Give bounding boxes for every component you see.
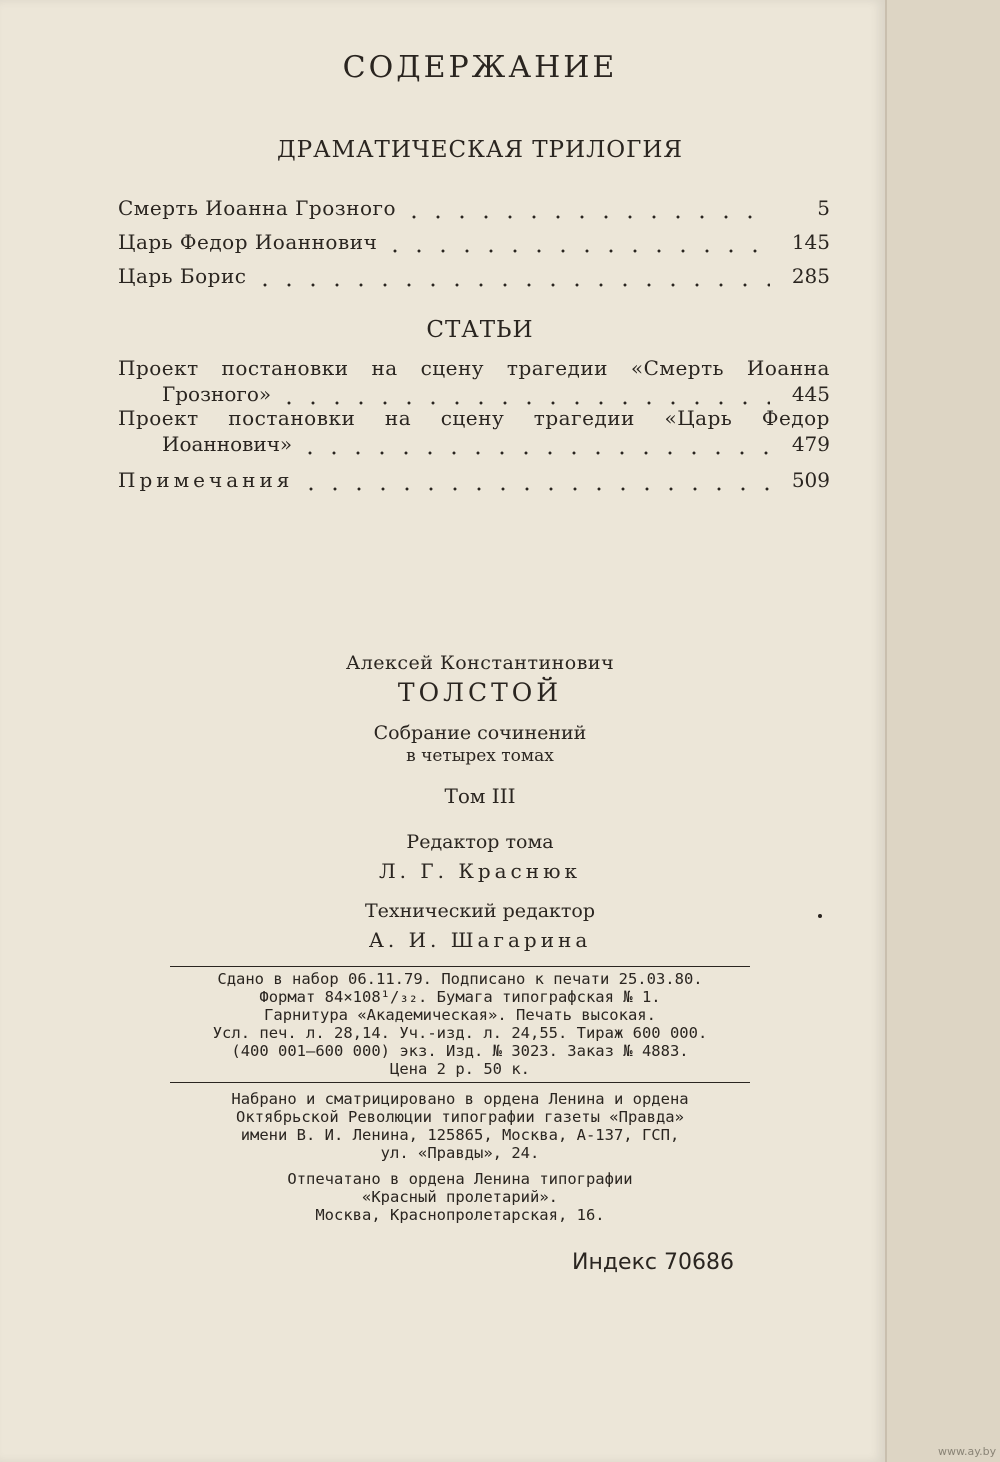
word: постановки [228,406,356,430]
toc-entry-page: 509 [791,468,830,492]
word: сцену [420,356,485,380]
leader-dots [277,386,770,406]
word: трагедии [533,406,635,430]
toc-entry-title: Смерть Иоанна Грозного [118,196,397,220]
leader-dots [383,234,770,254]
colophon-printer [170,1090,750,1224]
site-watermark: www.ay.by [938,1445,997,1458]
toc-entry-page: 445 [791,382,830,406]
word: на [371,356,398,380]
volume-label: Том III [444,784,516,808]
colophon-line: Отпечатано в ордена Ленина типографии [287,1170,633,1188]
adjacent-page-edge [885,0,1000,1462]
toc-entry [118,406,830,456]
toc-entry [118,356,830,406]
colophon-line: Сдано в набор 06.11.79. Подписано к печати 25.03.80. [217,970,703,988]
collection-subtitle: в четырех томах [406,746,554,766]
colophon-line: имени В. И. Ленина, 125865, Москва, А-137, ГСП, [240,1126,680,1144]
toc-entry-title: Примечания [118,468,294,492]
colophon-line: Усл. печ. л. 28,14. Уч.-изд. л. 24,55. Тираж 600 000. [212,1024,708,1042]
toc-entry [118,190,830,220]
toc-entry-title: Грозного» [162,382,272,406]
colophon-line: Октябрьской Революции типографии газеты «Правда» [236,1108,684,1126]
section-heading-articles: СТАТЬИ [426,317,534,343]
colophon-line: Москва, Краснопролетарская, 16. [315,1206,605,1224]
leader-dots [298,436,770,456]
dot-mark [818,914,822,918]
toc-entry-line1 [118,406,830,430]
spacer [170,1162,750,1170]
toc-entry [118,258,830,288]
toc-entry [118,224,830,254]
section-heading-trilogy: ДРАМАТИЧЕСКАЯ ТРИЛОГИЯ [276,137,683,163]
toc-entry-line2 [118,432,830,456]
toc-entry-line1 [118,356,830,380]
toc-entry-page: 145 [791,230,830,254]
toc-entry-title: Царь Федор Иоаннович [118,230,378,254]
word: Проект [118,406,199,430]
leader-dots [402,200,770,220]
divider [170,1082,750,1083]
author-surname: ТОЛСТОЙ [397,678,563,707]
author-name: Алексей Константинович [345,652,615,674]
toc-entry-page: 479 [791,432,830,456]
word: Иоанна [746,356,830,380]
word: трагедии [506,356,609,380]
toc-title: СОДЕРЖАНИЕ [342,50,618,85]
word: сцену [440,406,505,430]
toc-entry-notes [118,462,830,492]
catalog-index: Индекс 70686 [572,1250,734,1275]
colophon-line: «Красный пролетарий». [362,1188,558,1206]
tech-editor-label: Технический редактор [364,900,596,922]
word: Проект [118,356,199,380]
editor-name: Л. Г. Краснюк [378,859,581,883]
toc-entry-title: Иоаннович» [162,432,293,456]
leader-dots [253,268,771,288]
leader-dots [299,472,770,492]
word: «Царь [664,406,733,430]
collection-title: Собрание сочинений [373,722,587,744]
word: Федор [761,406,830,430]
colophon-line: Формат 84×108¹/₃₂. Бумага типографская № 1. [259,988,661,1006]
toc-entry-line2 [118,382,830,406]
colophon-print-data [170,970,750,1078]
colophon-line: (400 001—600 000) экз. Изд. № 3023. Заказ № 4883. [231,1042,689,1060]
colophon-line: ул. «Правды», 24. [380,1144,540,1162]
colophon-line: Набрано и сматрицировано в ордена Ленина и ордена [231,1090,689,1108]
divider [170,966,750,967]
colophon-line: Цена 2 р. 50 к. [390,1060,530,1078]
toc-entry-page: 5 [817,196,830,220]
colophon-line: Гарнитура «Академическая». Печать высокая. [264,1006,656,1024]
word: на [384,406,412,430]
word: постановки [221,356,349,380]
word: «Смерть [630,356,725,380]
toc-entry-page: 285 [791,264,830,288]
toc-entry-title: Царь Борис [118,264,247,288]
editor-label: Редактор тома [406,831,554,853]
tech-editor-name: А. И. Шагарина [368,928,592,952]
